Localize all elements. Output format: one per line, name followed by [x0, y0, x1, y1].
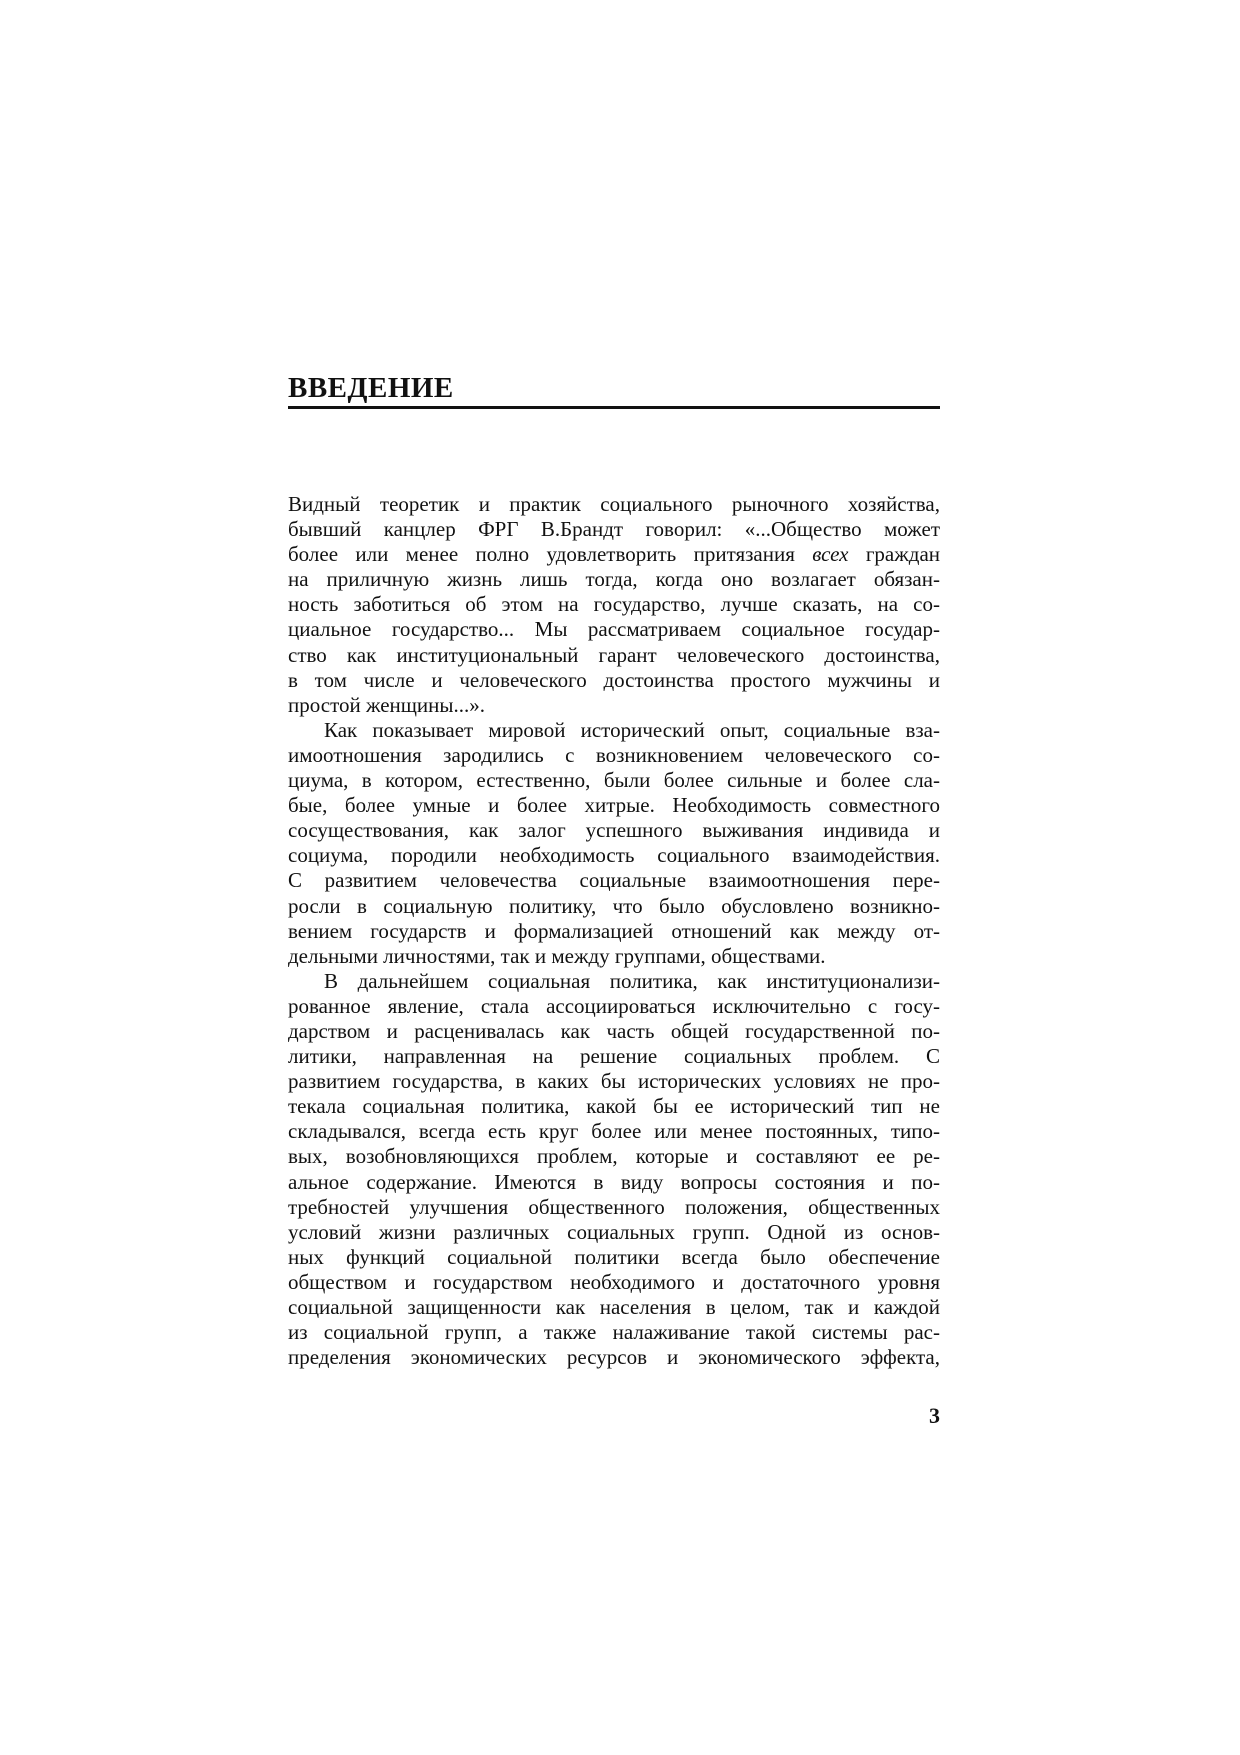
text-line: из социальной групп, а также налаживание такой системы рас- — [288, 1320, 940, 1345]
text-line: в том числе и человеческого достоинства простого мужчины и — [288, 667, 940, 692]
paragraph-2 — [288, 718, 940, 969]
text-line: циальное государство... Мы рассматриваем социальное государ- — [288, 617, 940, 642]
text-line: пределения экономических ресурсов и экономического эффекта, — [288, 1345, 940, 1370]
page-title: ВВЕДЕНИЕ — [288, 372, 454, 404]
text-line: В дальнейшем социальная политика, как институционализи- — [324, 968, 940, 993]
text-line: вых, возобновляющихся проблем, которые и составляют ее ре- — [288, 1144, 940, 1169]
text-line: требностей улучшения общественного положения, общественных — [288, 1194, 940, 1219]
text-line: развитием государства, в каких бы исторических условиях не про- — [288, 1069, 940, 1094]
paragraph-1 — [288, 492, 940, 718]
paragraph-3 — [288, 969, 940, 1371]
text-line: С развитием человечества социальные взаимоотношения пере- — [288, 868, 940, 893]
text-line: социума, породили необходимость социального взаимодействия. — [288, 843, 940, 868]
text-line: росли в социальную политику, что было обусловлено возникно- — [288, 893, 940, 918]
text-line: литики, направленная на решение социальных проблем. С — [288, 1044, 940, 1069]
text-line: рованное явление, стала ассоциироваться исключительно с госу- — [288, 993, 940, 1018]
text-line: простой женщины...». — [288, 692, 486, 717]
text-line: текала социальная политика, какой бы ее исторический тип не — [288, 1094, 940, 1119]
text-segment: более или менее полно удовлетворить притязания — [288, 542, 813, 567]
text-line: ных функций социальной политики всегда было обеспечение — [288, 1244, 940, 1269]
text-line: на приличную жизнь лишь тогда, когда оно возлагает обязан- — [288, 567, 940, 592]
title-underline — [288, 406, 940, 409]
text-line: Видный теоретик и практик социального рыночного хозяйства, — [288, 492, 940, 516]
text-line: ность заботиться об этом на государство, лучше сказать, на со- — [288, 592, 940, 617]
text-line: циума, в котором, естественно, были более сильные и более сла- — [288, 768, 940, 793]
text-line: дельными личностями, так и между группами, обществами. — [288, 943, 826, 968]
text-line: бые, более умные и более хитрые. Необходимость совместного — [288, 793, 940, 818]
text-segment: граждан — [848, 542, 940, 567]
body-text — [288, 492, 940, 1370]
text-line: ство как институциональный гарант человеческого достоинства, — [288, 642, 940, 667]
text-line: вением государств и формализацией отношений как между от- — [288, 918, 940, 943]
page-number: 3 — [929, 1403, 940, 1428]
text-line: имоотношения зародились с возникновением человеческого со- — [288, 742, 940, 767]
text-line: складывался, всегда есть круг более или менее постоянных, типо- — [288, 1119, 940, 1144]
text-line: условий жизни различных социальных групп. Одной из основ- — [288, 1219, 940, 1244]
text-line: социальной защищенности как населения в целом, так и каждой — [288, 1295, 940, 1319]
text-line: Как показывает мировой исторический опыт, социальные вза- — [324, 717, 940, 742]
text-line: альное содержание. Имеются в виду вопросы состояния и по- — [288, 1169, 940, 1194]
text-line — [288, 542, 940, 567]
emphasis-word: всех — [812, 542, 849, 567]
text-line: бывший канцлер ФРГ В.Брандт говорил: «...Общество может — [288, 517, 940, 542]
text-line: дарством и расценивалась как часть общей государственной по- — [288, 1018, 940, 1043]
text-line: сосуществования, как залог успешного выживания индивида и — [288, 818, 940, 843]
text-line: обществом и государством необходимого и достаточного уровня — [288, 1269, 940, 1294]
